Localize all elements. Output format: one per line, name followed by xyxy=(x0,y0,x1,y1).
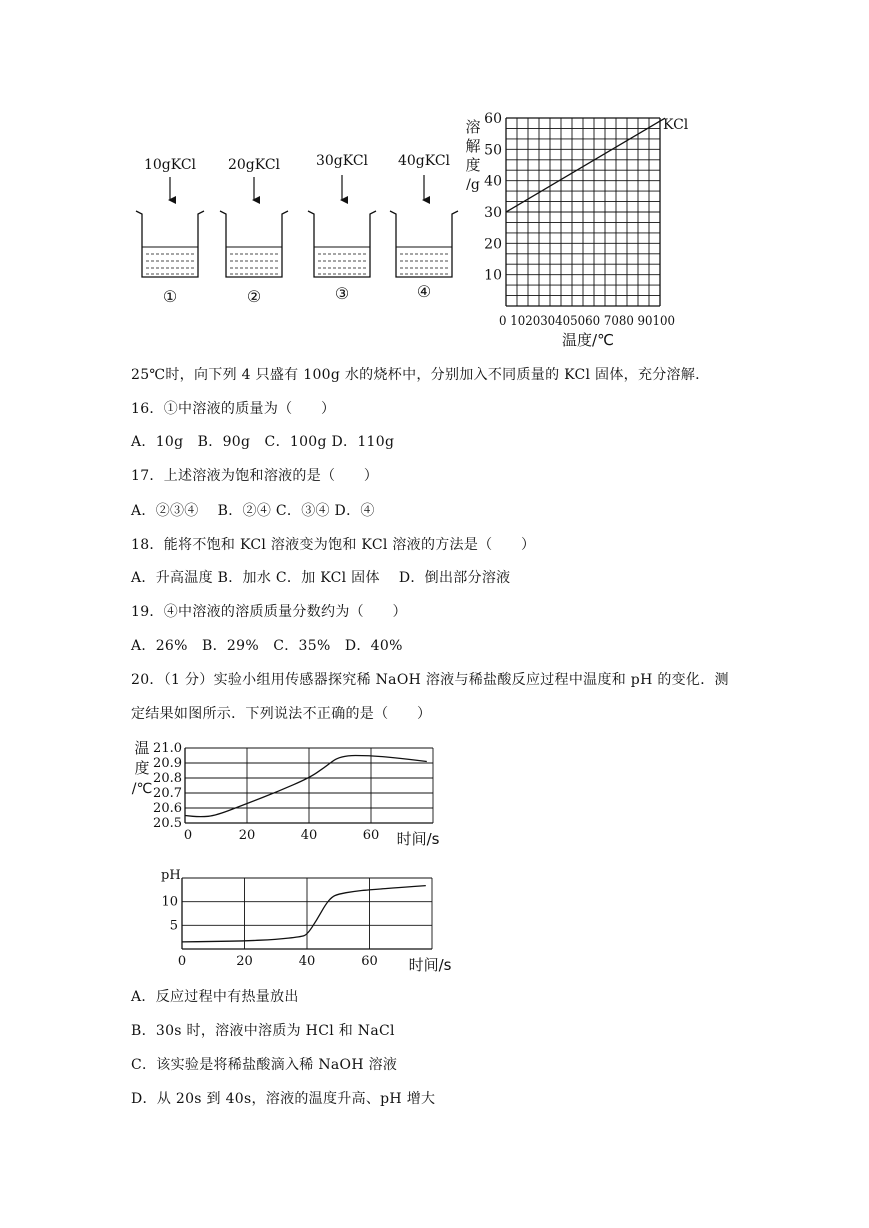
x-axis-label: 温度/℃ xyxy=(562,331,614,349)
kcl-solubility-line xyxy=(506,118,665,212)
temp-x-tick-0: 0 xyxy=(183,828,193,843)
ph-x-ticks xyxy=(178,954,378,969)
ph-y-ticks xyxy=(161,895,178,934)
question-17-options: A．②③④ B．②④ C．③④ D．④ xyxy=(131,503,375,519)
question-19-options: A．26% B．29% C．35% D．40% xyxy=(131,638,403,654)
ph-curve xyxy=(182,886,426,942)
temp-y-label-char-3: /℃ xyxy=(131,781,153,797)
temperature-grid xyxy=(185,748,433,823)
temperature-chart xyxy=(128,736,448,852)
ph-x-tick-60: 60 xyxy=(361,954,378,969)
kcl-line-label: KCl xyxy=(663,117,689,133)
temp-x-tick-40: 40 xyxy=(300,828,318,843)
question-20-option-c: C．该实验是将稀盐酸滴入稀 NaOH 溶液 xyxy=(131,1057,398,1073)
temp-y-label-char-1: 温 xyxy=(134,739,150,757)
y-tick-60: 60 xyxy=(484,111,502,127)
beaker-label-4: 40gKCl xyxy=(397,153,451,169)
y-label-char-3: 度 xyxy=(465,156,481,174)
beaker-2 xyxy=(220,157,288,306)
solubility-y-ticks xyxy=(484,111,502,284)
x-tick-labels: 0 102030405060 7080 90100 xyxy=(499,314,675,329)
temperature-x-ticks xyxy=(184,828,379,843)
beaker-number-4: ④ xyxy=(416,282,432,301)
question-20-option-a: A．反应过程中有热量放出 xyxy=(131,989,299,1005)
y-label-char-4: /g xyxy=(466,177,480,193)
solubility-chart xyxy=(460,108,700,353)
beaker-label-1: 10gKCl xyxy=(143,157,197,173)
beaker-1 xyxy=(136,157,204,306)
temperature-curve xyxy=(185,756,427,817)
beaker-label-3: 30gKCl xyxy=(315,153,369,169)
ph-x-tick-40: 40 xyxy=(298,954,316,969)
y-tick-10: 10 xyxy=(484,267,502,284)
beaker-4 xyxy=(390,153,458,301)
beaker-number-1: ① xyxy=(162,287,178,306)
question-19-stem: 19．④中溶液的溶质质量分数约为（ ） xyxy=(131,604,407,620)
beaker-label-2: 20gKCl xyxy=(227,157,281,173)
temp-y-label-char-2: 度 xyxy=(134,759,150,777)
temp-x-tick-60: 60 xyxy=(362,828,380,843)
ph-x-axis-label: 时间/s xyxy=(408,956,452,974)
question-18-options: A．升高温度 B．加水 C．加 KCl 固体 D．倒出部分溶液 xyxy=(131,570,511,586)
question-20-option-b: B．30s 时，溶液中溶质为 HCl 和 NaCl xyxy=(131,1023,395,1039)
y-tick-20: 20 xyxy=(484,236,502,253)
temp-y-tick-20.6: 20.6 xyxy=(153,801,182,816)
ph-y-tick-5: 5 xyxy=(169,918,178,934)
temp-y-tick-20.8: 20.8 xyxy=(153,771,182,786)
question-17-stem: 17．上述溶液为饱和溶液的是（ ） xyxy=(131,468,379,484)
beaker-number-3: ③ xyxy=(334,284,350,303)
solubility-grid xyxy=(506,118,660,306)
y-label-char-2: 解 xyxy=(465,137,481,155)
temp-x-tick-20: 20 xyxy=(238,828,256,843)
ph-y-tick-10: 10 xyxy=(161,894,178,910)
temp-y-tick-20.9: 20.9 xyxy=(153,756,182,771)
question-20-stem-line1: 20．（1 分）实验小组用传感器探究稀 NaOH 溶液与稀盐酸反应过程中温度和 pH 的变化．测 xyxy=(131,672,729,688)
question-20-option-d: D．从 20s 到 40s，溶液的温度升高、pH 增大 xyxy=(131,1091,436,1107)
beaker-3 xyxy=(308,153,376,303)
intro-text: 25℃时，向下列 4 只盛有 100g 水的烧杯中，分别加入不同质量的 KCl 固体，充分溶解. xyxy=(131,367,700,383)
question-20-stem-line2: 定结果如图所示．下列说法不正确的是（ ） xyxy=(131,706,432,722)
y-tick-50: 50 xyxy=(484,142,502,159)
beaker-number-2: ② xyxy=(246,287,262,306)
question-16-options: A．10g B．90g C．100g D．110g xyxy=(131,434,395,450)
ph-x-tick-20: 20 xyxy=(236,954,253,969)
temp-x-axis-label: 时间/s xyxy=(396,830,440,848)
temp-y-tick-20.7: 20.7 xyxy=(153,786,182,801)
ph-chart xyxy=(140,862,460,978)
ph-y-label: pH xyxy=(161,868,181,883)
y-label-char-1: 溶 xyxy=(465,118,481,136)
question-16-stem: 16．①中溶液的质量为（ ） xyxy=(131,401,336,417)
beaker-diagram xyxy=(120,140,465,310)
ph-x-tick-0: 0 xyxy=(177,954,187,969)
ph-grid xyxy=(182,878,432,949)
temp-y-tick-20.5: 20.5 xyxy=(153,816,182,831)
y-tick-30: 30 xyxy=(484,205,502,221)
question-18-stem: 18．能将不饱和 KCl 溶液变为饱和 KCl 溶液的方法是（ ） xyxy=(131,537,536,553)
temp-y-tick-21.0: 21.0 xyxy=(153,741,182,756)
temperature-y-ticks xyxy=(153,741,182,831)
y-tick-40: 40 xyxy=(484,173,502,190)
